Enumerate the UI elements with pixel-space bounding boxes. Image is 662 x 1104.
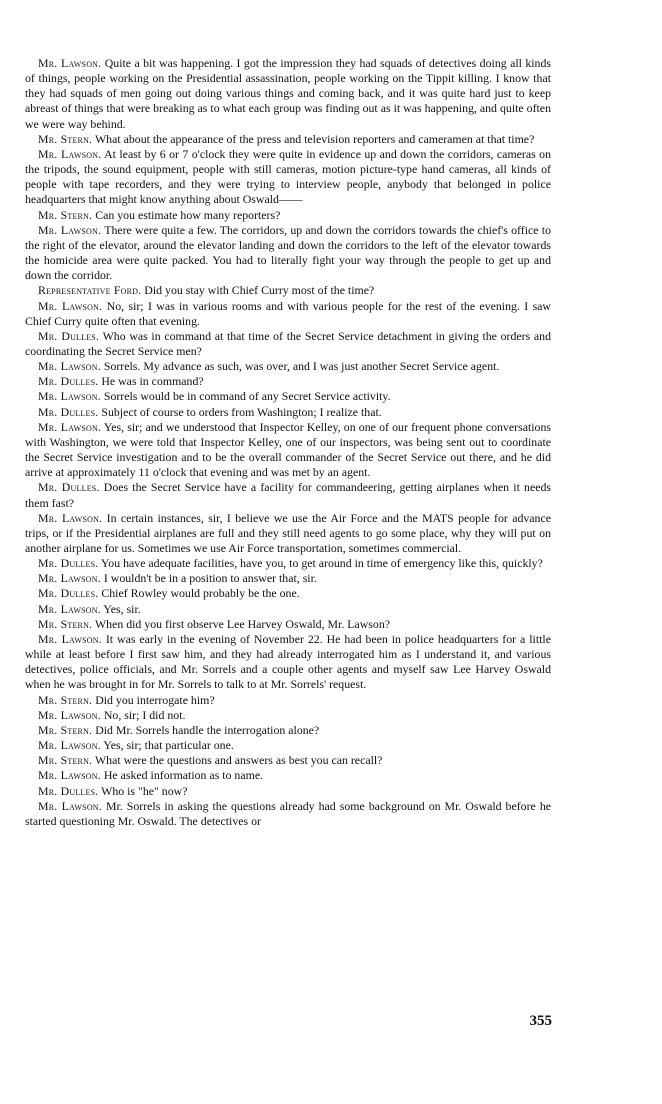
- paragraph-text: Sorrels would be in command of any Secret Service activity.: [103, 389, 391, 404]
- paragraph: [25, 753, 551, 768]
- paragraph: [25, 147, 551, 208]
- paragraph: [25, 389, 551, 404]
- paragraph-text: Did you interrogate him?: [95, 692, 215, 707]
- paragraph: [25, 299, 551, 329]
- paragraph-text: Chief Rowley would probably be the one.: [101, 586, 300, 601]
- speaker-name: Mr. Stern.: [38, 753, 93, 768]
- paragraph: [25, 359, 551, 374]
- speaker-name: Mr. Lawson.: [38, 510, 103, 525]
- paragraph: [25, 283, 551, 298]
- paragraph: [25, 632, 551, 693]
- speaker-name: Mr. Lawson.: [38, 571, 101, 586]
- speaker-name: Mr. Stern.: [38, 131, 93, 146]
- paragraph-text: In certain instances, sir, I believe we use the Air Force and the MATS people for advance trips, or if the Presidential airplanes are full and they still need agents to go some place, why they will put on another airplane for us. Sometimes we use Air Force transportation, sometimes commercial.: [25, 510, 551, 555]
- paragraph: [25, 420, 551, 481]
- speaker-name: Mr. Lawson.: [38, 359, 101, 374]
- paragraph-text: Who was in command at that time of the Secret Service detachment in giving the orders and coordinating the Secret Service men?: [25, 328, 552, 358]
- paragraph-text: I wouldn't be in a position to answer that, sir.: [103, 571, 317, 586]
- paragraph: [25, 571, 551, 586]
- testimony-text: [25, 56, 551, 829]
- paragraph-text: What about the appearance of the press and television reporters and cameramen at that time?: [94, 131, 535, 146]
- speaker-name: Mr. Lawson.: [38, 738, 101, 753]
- speaker-name: Mr. Dulles.: [38, 404, 99, 419]
- paragraph: [25, 208, 551, 223]
- paragraph-text: Mr. Sorrels in asking the questions already had some background on Mr. Oswald before he started questioning Mr. Oswald. The detectives or: [25, 798, 551, 828]
- paragraph: [25, 799, 551, 829]
- paragraph: [25, 556, 551, 571]
- paragraph-text: Did you stay with Chief Curry most of the time?: [144, 283, 375, 298]
- speaker-name: Mr. Dulles.: [38, 556, 99, 571]
- paragraph-text: Did Mr. Sorrels handle the interrogation alone?: [95, 722, 320, 737]
- paragraph: [25, 56, 551, 132]
- paragraph: [25, 784, 551, 799]
- paragraph-text: Does the Secret Service have a facility for commandeering, getting airplanes when it needs them fast?: [25, 480, 551, 510]
- paragraph-text: Yes, sir; and we understood that Inspector Kelley, on one of our frequent phone conversations with Washington, we were told that Inspector Kelley, one of our inspectors, was being sent out to coordinate the Secret Service investigation and to be the overall commander of the Secret Service out there, and he did arrive at approximately 11 o'clock that evening and was met by an agent.: [25, 419, 551, 480]
- paragraph: [25, 723, 551, 738]
- paragraph-text: What were the questions and answers as best you can recall?: [94, 753, 383, 768]
- page-number: 355: [529, 1013, 552, 1029]
- paragraph-text: Can you estimate how many reporters?: [95, 207, 281, 222]
- paragraph: [25, 511, 551, 556]
- paragraph-text: Quite a bit was happening. I got the impression they had squads of detectives doing all kinds of things, people working on the Presidential assassination, people working on the Tippit killing. I know that they had squads of men going out doing various things and coming back, and it was quite hard just to keep abreast of things that were breaking as to what each group was finding out as it was happening, and quite often we were way behind.: [25, 56, 551, 131]
- paragraph-text: There were quite a few. The corridors, up and down the corridors towards the chief's office to the right of the elevator, around the elevator landing and down the corridors to the left of the elevator towards the homicide area were quite packed. You had to literally fight your way through the people to get up and down the corridor.: [25, 222, 551, 283]
- speaker-name: Mr. Dulles.: [38, 374, 99, 389]
- speaker-name: Mr. Stern.: [38, 207, 93, 222]
- paragraph: [25, 405, 551, 420]
- paragraph: [25, 602, 551, 617]
- speaker-name: Mr. Lawson.: [38, 146, 102, 161]
- paragraph-text: Yes, sir; that particular one.: [103, 738, 234, 753]
- speaker-name: Mr. Lawson.: [38, 222, 102, 237]
- speaker-name: Mr. Lawson.: [38, 419, 102, 434]
- speaker-name: Mr. Dulles.: [38, 328, 100, 343]
- paragraph-text: He asked information as to name.: [103, 768, 264, 783]
- paragraph: [25, 708, 551, 723]
- speaker-name: Mr. Dulles.: [38, 480, 100, 495]
- speaker-name: Mr. Lawson.: [38, 56, 102, 70]
- paragraph: [25, 132, 551, 147]
- paragraph-text: Sorrels. My advance as such, was over, and I was just another Secret Service agent.: [103, 359, 500, 374]
- paragraph-text: No, sir; I did not.: [103, 707, 186, 722]
- speaker-name: Mr. Lawson.: [38, 768, 101, 783]
- speaker-name: Mr. Lawson.: [38, 298, 103, 313]
- speaker-name: Mr. Stern.: [38, 616, 93, 631]
- speaker-name: Mr. Stern.: [38, 722, 93, 737]
- paragraph-text: No, sir; I was in various rooms and with various people for the rest of the evening. I saw Chief Curry quite often that evening.: [25, 298, 551, 328]
- speaker-name: Mr. Lawson.: [38, 389, 101, 404]
- speaker-name: Mr. Stern.: [38, 692, 93, 707]
- speaker-name: Mr. Lawson.: [38, 631, 102, 646]
- paragraph: [25, 480, 551, 510]
- speaker-name: Mr. Lawson.: [38, 601, 101, 616]
- speaker-name: Mr. Dulles.: [38, 586, 99, 601]
- speaker-name: Mr. Lawson.: [38, 707, 101, 722]
- speaker-name: Mr. Lawson.: [38, 798, 102, 813]
- speaker-name: Mr. Dulles.: [38, 783, 99, 798]
- paragraph-text: Who is "he" now?: [101, 783, 188, 798]
- paragraph-text: At least by 6 or 7 o'clock they were quite in evidence up and down the corridors, cameras on the tripods, the sound equipment, people with still cameras, motion picture-type hand cameras, all kinds of people with tape recorders, and they were trying to interview people, anybody that belonged in police headquarters that might know anything about Oswald——: [25, 146, 551, 207]
- paragraph: [25, 329, 551, 359]
- paragraph-text: It was early in the evening of November 22. He had been in police headquarters for a little while at least before I first saw him, and they had already interrogated him as I understand it, and various detectives, police officials, and Mr. Sorrels and a couple other agents and myself saw Lee Harvey Oswald when he was brought in for Mr. Sorrels to talk to at Mr. Sorrels' request.: [25, 631, 551, 692]
- paragraph-text: You have adequate facilities, have you, to get around in time of emergency like this, quickly?: [100, 556, 543, 571]
- paragraph-text: When did you first observe Lee Harvey Oswald, Mr. Lawson?: [94, 616, 391, 631]
- paragraph: [25, 586, 551, 601]
- paragraph: [25, 768, 551, 783]
- paragraph: [25, 693, 551, 708]
- paragraph: [25, 738, 551, 753]
- paragraph: [25, 374, 551, 389]
- paragraph-text: Subject of course to orders from Washington; I realize that.: [101, 404, 382, 419]
- paragraph-text: Yes, sir.: [103, 601, 141, 616]
- paragraph: [25, 223, 551, 284]
- speaker-name: Representative Ford.: [38, 283, 142, 298]
- paragraph: [25, 617, 551, 632]
- paragraph-text: He was in command?: [101, 374, 204, 389]
